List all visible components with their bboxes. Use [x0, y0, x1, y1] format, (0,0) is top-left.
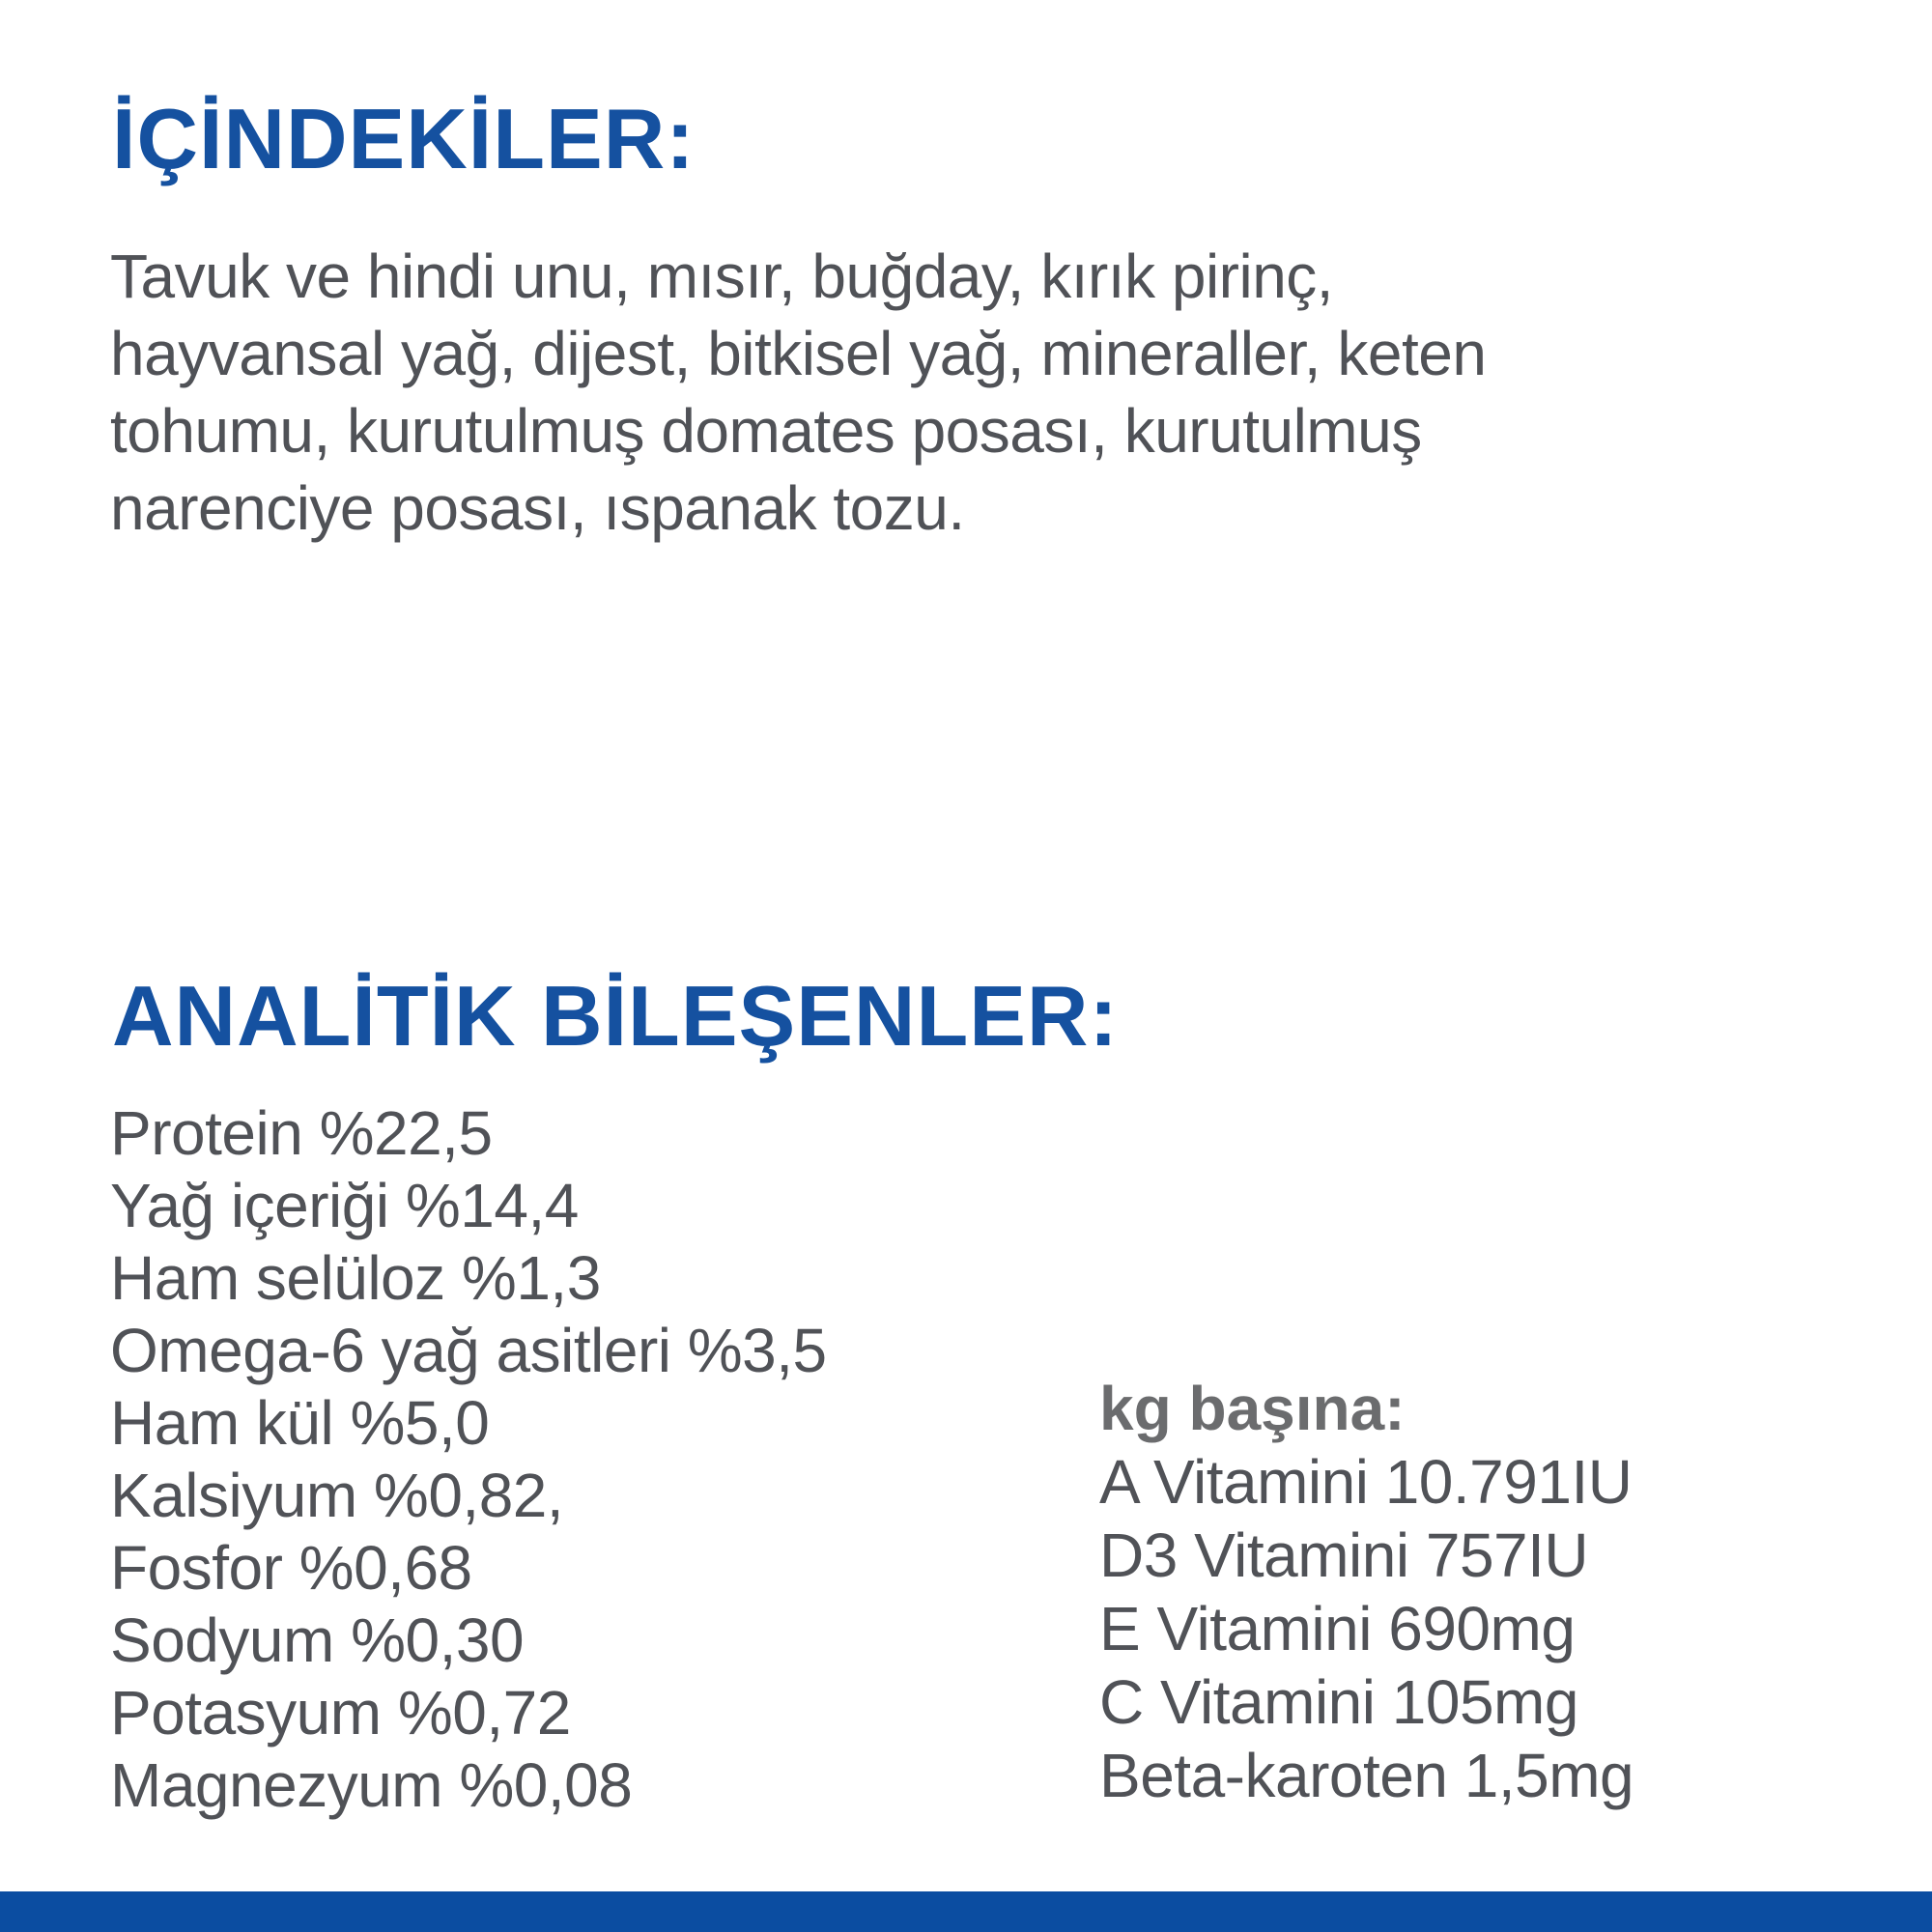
footer-accent-bar [0, 1891, 1932, 1932]
per-kg-item: Beta-karoten 1,5mg [1099, 1741, 1634, 1810]
per-kg-item: C Vitamini 105mg [1099, 1667, 1578, 1737]
analytical-component-item: Ham selüloz %1,3 [110, 1243, 601, 1313]
analytical-component-item: Yağ içeriği %14,4 [110, 1171, 579, 1240]
analytical-component-item: Protein %22,5 [110, 1098, 493, 1168]
ingredients-text-line: Tavuk ve hindi unu, mısır, buğday, kırık pirinç, [110, 242, 1334, 311]
per-kg-item: E Vitamini 690mg [1099, 1594, 1576, 1663]
analytical-component-item: Omega-6 yağ asitleri %3,5 [110, 1316, 827, 1385]
analytical-component-item: Ham kül %5,0 [110, 1388, 490, 1458]
ingredients-text [110, 238, 1486, 547]
analytical-component-item: Potasyum %0,72 [110, 1678, 571, 1747]
per-kg-item: D3 Vitamini 757IU [1099, 1520, 1589, 1590]
ingredients-text-line: narenciye posası, ıspanak tozu. [110, 473, 965, 543]
analytical-component-item: Kalsiyum %0,82, [110, 1461, 564, 1530]
per-kg-block [1099, 1372, 1634, 1812]
ingredients-text-line: hayvansal yağ, dijest, bitkisel yağ, mineraller, keten [110, 319, 1487, 388]
analytical-heading: ANALİTİK BİLEŞENLER: [112, 968, 1119, 1064]
analytical-component-item: Fosfor %0,68 [110, 1533, 472, 1603]
analytical-component-item: Sodyum %0,30 [110, 1605, 525, 1675]
ingredients-heading: İÇİNDEKİLER: [112, 91, 696, 186]
analytical-component-item: Magnezyum %0,08 [110, 1750, 633, 1820]
ingredients-text-line: tohumu, kurutulmuş domates posası, kurutulmuş [110, 396, 1422, 466]
analytical-components-list [110, 1097, 827, 1822]
per-kg-label: kg başına: [1099, 1374, 1406, 1443]
per-kg-list [1099, 1445, 1634, 1812]
per-kg-item: A Vitamini 10.791IU [1099, 1447, 1633, 1517]
